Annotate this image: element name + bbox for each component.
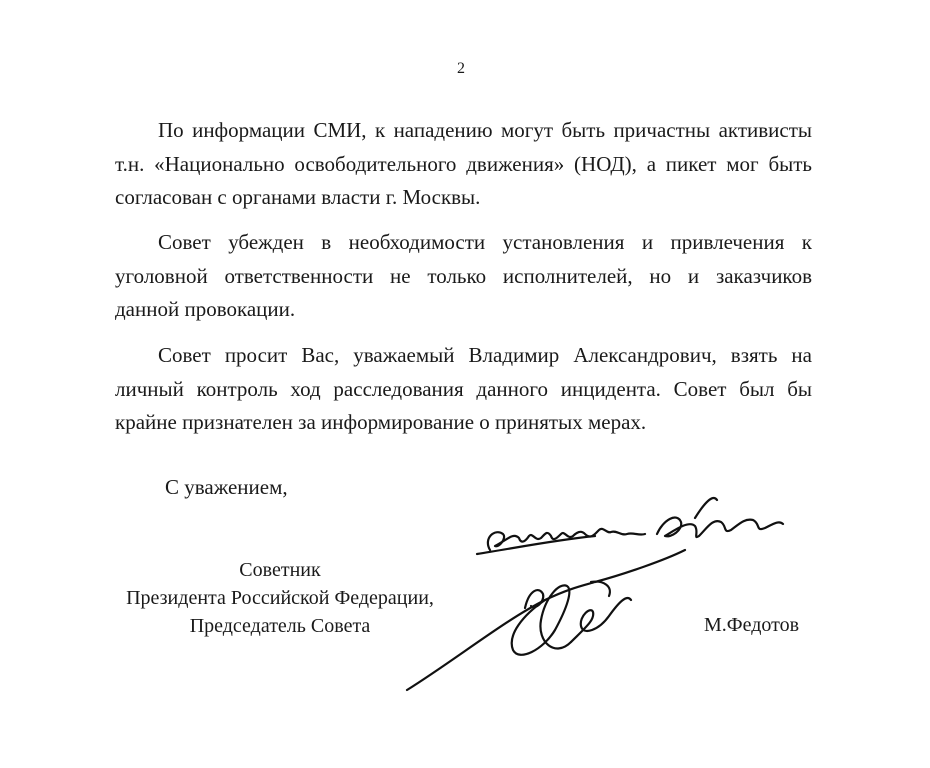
paragraph-2 [115, 226, 812, 327]
position-line: Председатель Совета [189, 615, 371, 637]
position-line: Президента Российской Федерации, [126, 587, 434, 609]
page-number: 2 [457, 60, 465, 77]
text-line: уголовной ответственности не только исполнителей, но и заказчиков [115, 263, 812, 288]
position-line: Советник [239, 559, 321, 581]
text-line: По информации СМИ, к нападению могут быть причастны активисты [158, 118, 812, 142]
paragraph-1 [115, 114, 812, 215]
text-line: Совет просит Вас, уважаемый Владимир Александрович, взять на [158, 343, 812, 367]
text-line: Совет убежден в необходимости установления и привлечения к [158, 230, 812, 254]
text-line: крайне признателен за информирование о принятых мерах. [115, 410, 647, 434]
text-line: т.н. «Национально освободительного движения» (НОД), а пикет мог быть [115, 151, 812, 176]
handwritten-signature [395, 490, 795, 710]
signer-name: М.Федотов [704, 614, 800, 636]
text-line: данной провокации. [115, 297, 296, 321]
text-line: согласован с органами власти г. Москвы. [115, 185, 481, 209]
text-line: личный контроль ход расследования данного инцидента. Совет был бы [115, 376, 812, 401]
closing-salutation: С уважением, [165, 475, 288, 499]
paragraph-3 [115, 339, 812, 440]
